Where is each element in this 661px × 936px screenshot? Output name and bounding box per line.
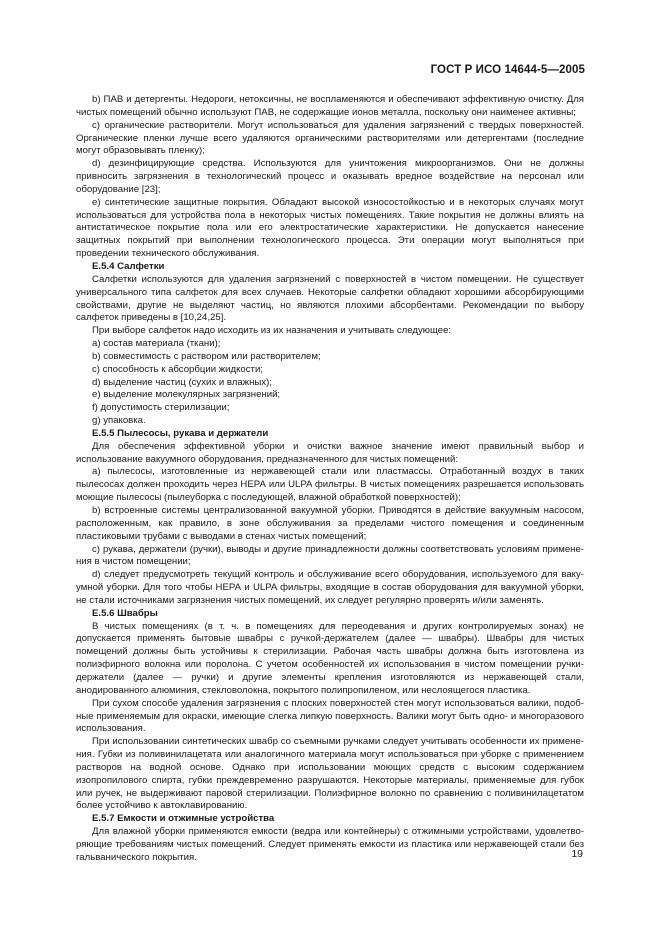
- section-heading: Е.5.4 Салфетки: [92, 260, 165, 272]
- paragraph: e) синтетические защитные покрытия. Обладают высокой износостойкостью и в некоторых случаях могут использоваться для устройства пола в некоторых чистых помещениях. Такие покрытия не должны влиять на антистатическое покрытие пола или его электростатические характеристики. Не допускается нанесение защитных покрытий при выполнении технологического процесса. Эти операции могут выполняться при проведении технического обслуживания.: [76, 196, 584, 260]
- paragraph: f) допустимость стерилизации;: [92, 402, 230, 414]
- paragraph: e) выделение молекулярных загрязнений;: [92, 389, 281, 401]
- paragraph: b) встроенные системы централизованной вакуумной уборки. Приводятся в действие вакуумным насосом, расположенным, как правило, в зоне обслуживания за пределами чистого помещения и соединенным пластиковыми трубами с выводами в стенах чистых помещений;: [76, 505, 584, 542]
- paragraph: c) рукава, держатели (ручки), выводы и другие принадлежности должны соответствовать условиям применения в чистом помещении;: [76, 543, 584, 568]
- paragraph: c) способность к абсорбции жидкости;: [92, 363, 263, 375]
- paragraph: В чистых помещениях (в т. ч. в помещениях для переодевания и других контролируемых зонах) не допускается применять бытовые швабры с ручкой-держателем (далее — швабры). Швабры для чистых помещений должны быть устойчивы к стерилизации. Рабочая часть швабры должна быть изготовлена из полиэфирного волокна или поролона. С учетом особенностей их использования в чистом помещении ручки-держатели (далее — ручки) и другие элементы крепления изготовляются из нержавеющей стали, анодированного алюминия, стекловолокна, покрытого полипропиленом, или неслоящегося пластика.: [76, 620, 584, 696]
- section-heading: Е.5.7 Емкости и отжимные устройства: [92, 813, 275, 825]
- paragraph: а) пылесосы, изготовленные из нержавеющей стали или пластмассы. Отработанный воздух в таких пылесосах должен проходить через НЕРА или ULPA фильтры. В чистых помещениях разрешается использовать моющие пылесосы (пылеуборка с последующей, влажной обработкой поверхностей);: [76, 466, 584, 504]
- standard-designation: ГОСТ Р ИСО 14644-5—2005: [430, 64, 585, 76]
- paragraph: Для обеспечения эффективной уборки и очистки важное значение имеют правильный выбор и использование вакуумного оборудования, предназначенного для чистых помещений:: [76, 440, 584, 465]
- section-heading: Е.5.6 Швабры: [92, 607, 158, 619]
- paragraph: а) состав материала (ткани);: [92, 338, 221, 350]
- paragraph: d) следует предусмотреть текущий контроль и обслуживание всего оборудования, используемого для вакуумной уборки. Для того чтобы НЕРА и ULPA фильтры, входящие в состав оборудования для вакуумной уборки, не стали источниками загрязнения чистых помещений, их следует регулярно проверять и/или заменять.: [76, 569, 584, 606]
- paragraph: Для влажной уборки применяются емкости (ведра или контейнеры) с отжимными устройствами, удовлетворяющие требованиям чистых помещений. Следует применять емкости из пластика или нержавеющей стали без гальванического покрытия.: [76, 826, 584, 863]
- section-heading: Е.5.5 Пылесосы, рукава и держатели: [92, 427, 269, 439]
- paragraph: При использовании синтетических швабр со съемными ручками следует учитывать особенности их применения. Губки из поливинилацетата или аналогичного материала могут использоваться при уборке с применением растворов на водной основе. Однако при использовании моющих средств с высоким содержанием изопропилового спирта, губки преждевременно разрушаются. Некоторые материалы, применяемые для губок или ручек, не выдерживают паровой стерилизации. Полиэфирное волокно по сравнению с поливинилацетатом более устойчиво к автоклавированию.: [76, 736, 584, 812]
- paragraph: g) упаковка.: [92, 415, 146, 427]
- paragraph: При выборе салфеток надо исходить из их назначения и учитывать следующее:: [92, 325, 452, 337]
- paragraph: d) дезинфицирующие средства. Используются для уничтожения микроорганизмов. Они не должны привносить загрязнения в технологический процесс и оказывать вредное воздействие на персонал или оборудование [23];: [76, 158, 584, 195]
- paragraph: Салфетки используются для удаления загрязнений с поверхностей в чистом помещении. Не существует универсального типа салфеток для всех случаев. Некоторые салфетки обладают хорошими абсорбирующими свойствами, другие не выделяют частиц, но являются плохими абсорбентами. Рекомендации по выбору салфеток приведены в [10,24,25].: [76, 273, 584, 324]
- paragraph: b) ПАВ и детергенты. Недороги, нетоксичны, не воспламеняются и обеспечивают эффективную очистку. Для чистых помещений обычно используют ПАВ, не содержащие ионов металла, поскольку они наименее активны;: [76, 94, 584, 118]
- paragraph: c) органические растворители. Могут использоваться для удаления загрязнений с твердых поверхностей. Органические пленки лучше всего удаляются органическими растворителями или детергентами (последние могут образовывать пленку);: [76, 119, 584, 157]
- page-number: 19: [571, 848, 583, 860]
- paragraph: b) совместимость с раствором или растворителем;: [92, 350, 321, 362]
- document-body: [76, 94, 584, 865]
- paragraph: При сухом способе удаления загрязнения с плоских поверхностей стен могут использоваться валики, подобные применяемым для окраски, имеющие слегка липкую поверхность. Валики могут быть одно- и многоразового использования.: [76, 697, 584, 735]
- paragraph: d) выделение частиц (сухих и влажных);: [92, 376, 272, 388]
